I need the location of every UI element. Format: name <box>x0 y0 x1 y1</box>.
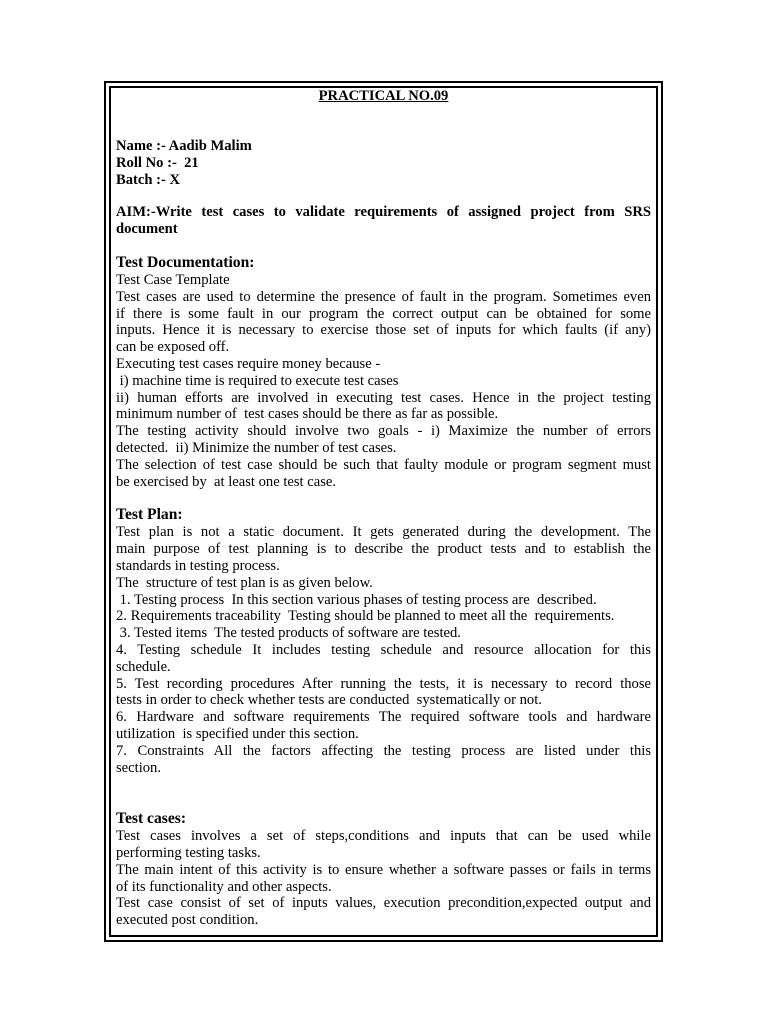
paragraph-line: Test cases involves a set of steps,conditions and inputs that can be used while <box>116 828 651 845</box>
paragraph-line: 7. Constraints All the factors affecting the testing process are listed under this <box>116 742 651 759</box>
document-body <box>116 87 651 929</box>
paragraph-line: schedule. <box>116 658 171 675</box>
paragraph-line: 4. Testing schedule It includes testing schedule and resource allocation for this <box>116 641 651 658</box>
paragraph-line: Test Case Template <box>116 271 230 288</box>
paragraph-line: detected. ii) Minimize the number of test cases. <box>116 439 397 456</box>
paragraph-line: executed post condition. <box>116 912 259 929</box>
paragraph-line: The main intent of this activity is to ensure whether a software passes or fails in terms <box>116 861 651 878</box>
paragraph-line: tests in order to check whether tests are conducted systematically or not. <box>116 692 542 709</box>
aim-line: document <box>116 221 178 238</box>
paragraph-line: utilization is specified under this section. <box>116 725 359 742</box>
student-name: Name :- Aadib Malim <box>116 138 252 154</box>
paragraph-line: of its functionality and other aspects. <box>116 878 332 895</box>
section-heading: Test Plan: <box>116 506 183 524</box>
paragraph-line: if there is some fault in our program the correct output can be obtained for some <box>116 305 651 322</box>
paragraph-line: performing testing tasks. <box>116 845 261 862</box>
paragraph-line: ii) human efforts are involved in executing test cases. Hence in the project testing <box>116 389 651 406</box>
section-heading: Test cases: <box>116 810 187 828</box>
paragraph-line: 1. Testing process In this section various phases of testing process are described. <box>116 591 597 608</box>
paragraph-line: Test cases are used to determine the presence of fault in the program. Sometimes even <box>116 288 651 305</box>
paragraph-line: The testing activity should involve two goals - i) Maximize the number of errors <box>116 423 651 440</box>
paragraph-line: The structure of test plan is as given below. <box>116 574 373 591</box>
paragraph-line: inputs. Hence it is necessary to exercise those set of inputs for which faults (if any) <box>116 322 651 339</box>
section-heading: Test Documentation: <box>116 253 255 271</box>
paragraph-line: The selection of test case should be such that faulty module or program segment must <box>116 456 651 473</box>
paragraph-line: be exercised by at least one test case. <box>116 473 337 490</box>
paragraph-line: main purpose of test planning is to describe the product tests and to establish the <box>116 541 651 558</box>
paragraph-line: can be exposed off. <box>116 339 230 356</box>
paragraph-line: 6. Hardware and software requirements The required software tools and hardware <box>116 709 651 726</box>
paragraph-line: 5. Test recording procedures After running the tests, it is necessary to record those <box>116 675 651 692</box>
paragraph-line: minimum number of test cases should be there as far as possible. <box>116 406 499 423</box>
paragraph-line: section. <box>116 759 161 776</box>
paragraph-line: Executing test cases require money because - <box>116 355 381 372</box>
paragraph-line: standards in testing process. <box>116 557 280 574</box>
page-title: PRACTICAL NO.09 <box>318 88 449 104</box>
paragraph-line: 2. Requirements traceability Testing should be planned to meet all the requirements. <box>116 608 615 625</box>
batch: Batch :- X <box>116 171 181 188</box>
paragraph-line: Test case consist of set of inputs values, execution precondition,expected output and <box>116 895 651 912</box>
paragraph-line: i) machine time is required to execute test cases <box>116 372 399 389</box>
aim-line: AIM:-Write test cases to validate requirements of assigned project from SRS <box>116 204 651 221</box>
paragraph-line: 3. Tested items The tested products of software are tested. <box>116 625 461 642</box>
paragraph-line: Test plan is not a static document. It gets generated during the development. The <box>116 524 651 541</box>
roll-number: Roll No :- 21 <box>116 154 199 171</box>
